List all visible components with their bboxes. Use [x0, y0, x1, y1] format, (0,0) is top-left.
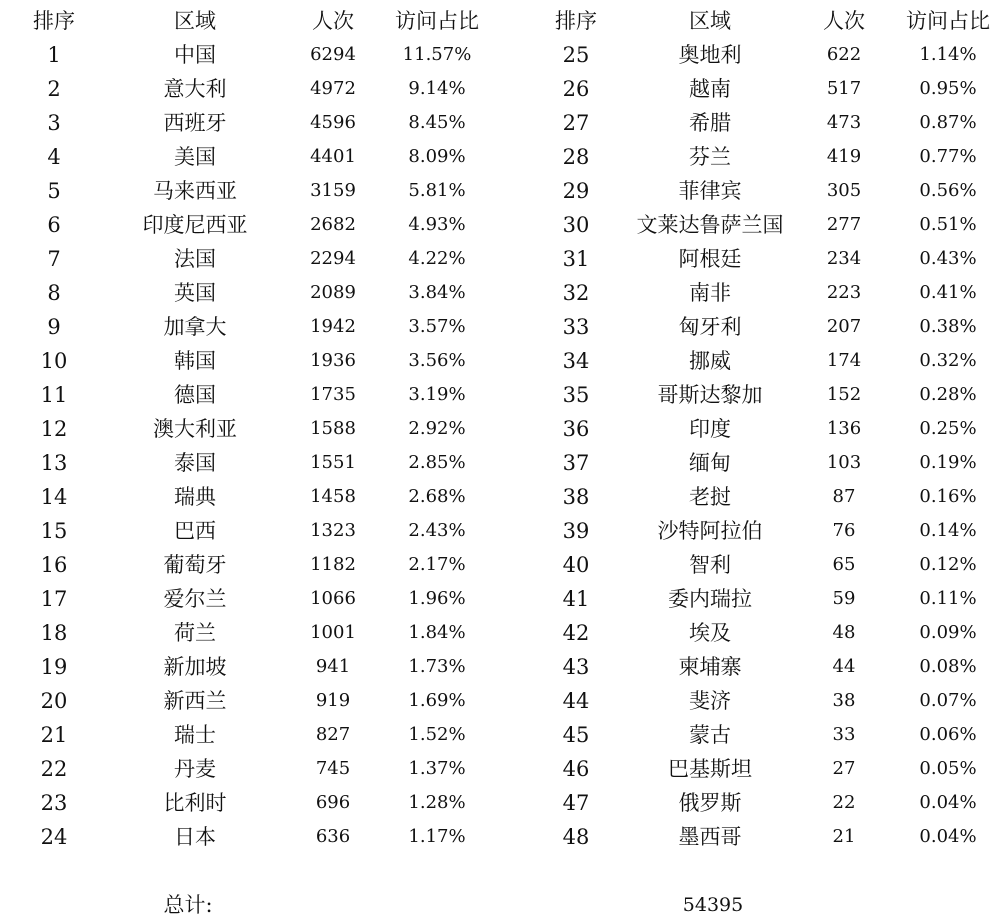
cell-rank: 8: [47, 281, 61, 305]
cell-share: 0.07%: [919, 690, 977, 711]
cell-rank: 48: [562, 825, 590, 849]
cell-share: 0.41%: [919, 282, 977, 303]
cell-rank: 43: [562, 655, 590, 679]
cell-share: 0.25%: [919, 418, 977, 439]
cell-region: 加拿大: [163, 315, 227, 339]
header-region-left: 区域: [174, 9, 216, 33]
cell-region: 澳大利亚: [153, 417, 237, 441]
cell-visits: 136: [826, 418, 862, 439]
cell-rank: 28: [562, 145, 590, 169]
cell-region: 柬埔寨: [678, 655, 742, 679]
cell-share: 2.68%: [408, 486, 466, 507]
cell-share: 0.32%: [919, 350, 977, 371]
cell-rank: 38: [562, 485, 590, 509]
cell-region: 阿根廷: [678, 247, 742, 271]
cell-region: 埃及: [689, 621, 731, 645]
cell-rank: 47: [562, 791, 590, 815]
cell-rank: 16: [40, 553, 68, 577]
cell-share: 2.43%: [408, 520, 466, 541]
cell-region: 日本: [174, 825, 216, 849]
cell-visits: 103: [826, 452, 862, 473]
cell-visits: 517: [826, 78, 862, 99]
cell-rank: 32: [562, 281, 590, 305]
cell-region: 新西兰: [163, 689, 227, 713]
cell-visits: 827: [315, 724, 351, 745]
cell-share: 0.04%: [919, 826, 977, 847]
cell-visits: 22: [832, 792, 856, 813]
cell-visits: 1735: [310, 384, 356, 405]
cell-region: 蒙古: [689, 723, 731, 747]
cell-visits: 76: [832, 520, 856, 541]
cell-rank: 37: [562, 451, 590, 475]
cell-rank: 7: [47, 247, 61, 271]
cell-visits: 6294: [310, 44, 356, 65]
cell-rank: 11: [40, 383, 68, 407]
cell-visits: 174: [826, 350, 862, 371]
cell-visits: 305: [826, 180, 862, 201]
cell-visits: 1323: [310, 520, 356, 541]
cell-region: 南非: [689, 281, 731, 305]
cell-rank: 15: [40, 519, 68, 543]
cell-rank: 36: [562, 417, 590, 441]
cell-region: 挪威: [689, 349, 731, 373]
cell-share: 5.81%: [408, 180, 466, 201]
cell-share: 1.73%: [408, 656, 466, 677]
cell-region: 巴西: [174, 519, 216, 543]
cell-visits: 2089: [310, 282, 356, 303]
cell-rank: 44: [562, 689, 590, 713]
cell-share: 1.14%: [919, 44, 977, 65]
cell-visits: 419: [826, 146, 862, 167]
cell-visits: 919: [315, 690, 351, 711]
cell-share: 1.28%: [408, 792, 466, 813]
cell-region: 韩国: [174, 349, 216, 373]
header-rank-right: 排序: [555, 9, 597, 33]
cell-rank: 5: [47, 179, 61, 203]
cell-share: 0.95%: [919, 78, 977, 99]
cell-share: 1.96%: [408, 588, 466, 609]
cell-rank: 6: [47, 213, 61, 237]
cell-region: 中国: [174, 43, 216, 67]
cell-visits: 1001: [310, 622, 356, 643]
cell-region: 越南: [689, 77, 731, 101]
cell-visits: 1588: [310, 418, 356, 439]
cell-region: 泰国: [174, 451, 216, 475]
cell-region: 哥斯达黎加: [657, 383, 763, 407]
cell-region: 西班牙: [163, 111, 227, 135]
cell-rank: 10: [40, 349, 68, 373]
cell-region: 老挝: [689, 485, 731, 509]
cell-share: 0.16%: [919, 486, 977, 507]
cell-share: 0.08%: [919, 656, 977, 677]
cell-rank: 41: [562, 587, 590, 611]
cell-visits: 1458: [310, 486, 356, 507]
cell-share: 3.57%: [408, 316, 466, 337]
cell-share: 3.56%: [408, 350, 466, 371]
header-share-left: 访问占比: [395, 9, 479, 33]
cell-rank: 14: [40, 485, 68, 509]
cell-region: 委内瑞拉: [668, 587, 752, 611]
cell-visits: 1942: [310, 316, 356, 337]
cell-region: 爱尔兰: [163, 587, 227, 611]
cell-region: 瑞典: [174, 485, 216, 509]
cell-share: 0.87%: [919, 112, 977, 133]
cell-rank: 25: [562, 43, 590, 67]
cell-rank: 2: [47, 77, 61, 101]
cell-share: 1.84%: [408, 622, 466, 643]
cell-share: 0.38%: [919, 316, 977, 337]
cell-rank: 4: [47, 145, 61, 169]
cell-rank: 13: [40, 451, 68, 475]
cell-visits: 636: [315, 826, 351, 847]
cell-share: 1.69%: [408, 690, 466, 711]
cell-share: 8.45%: [408, 112, 466, 133]
cell-visits: 87: [832, 486, 856, 507]
cell-share: 0.06%: [919, 724, 977, 745]
cell-region: 菲律宾: [678, 179, 742, 203]
cell-region: 墨西哥: [678, 825, 742, 849]
cell-region: 奥地利: [678, 43, 742, 67]
cell-share: 1.37%: [408, 758, 466, 779]
cell-rank: 45: [562, 723, 590, 747]
cell-visits: 1182: [310, 554, 356, 575]
cell-region: 比利时: [163, 791, 227, 815]
cell-visits: 207: [826, 316, 862, 337]
cell-rank: 33: [562, 315, 590, 339]
cell-share: 0.05%: [919, 758, 977, 779]
cell-region: 沙特阿拉伯: [657, 519, 763, 543]
cell-visits: 3159: [310, 180, 356, 201]
cell-visits: 4972: [310, 78, 356, 99]
cell-share: 0.43%: [919, 248, 977, 269]
cell-visits: 234: [826, 248, 862, 269]
cell-share: 4.22%: [408, 248, 466, 269]
cell-region: 德国: [174, 383, 216, 407]
cell-rank: 40: [562, 553, 590, 577]
cell-rank: 42: [562, 621, 590, 645]
cell-visits: 1936: [310, 350, 356, 371]
cell-rank: 27: [562, 111, 590, 135]
cell-region: 俄罗斯: [678, 791, 742, 815]
cell-share: 1.52%: [408, 724, 466, 745]
cell-region: 英国: [174, 281, 216, 305]
cell-region: 荷兰: [174, 621, 216, 645]
cell-share: 0.56%: [919, 180, 977, 201]
cell-rank: 21: [40, 723, 68, 747]
cell-rank: 19: [40, 655, 68, 679]
cell-share: 0.12%: [919, 554, 977, 575]
cell-visits: 59: [832, 588, 856, 609]
cell-visits: 65: [832, 554, 856, 575]
cell-rank: 22: [40, 757, 68, 781]
cell-region: 美国: [174, 145, 216, 169]
cell-region: 马来西亚: [153, 179, 237, 203]
cell-share: 0.77%: [919, 146, 977, 167]
cell-visits: 4401: [310, 146, 356, 167]
cell-visits: 223: [826, 282, 862, 303]
cell-rank: 29: [562, 179, 590, 203]
cell-visits: 2682: [310, 214, 356, 235]
cell-rank: 3: [47, 111, 61, 135]
cell-region: 意大利: [163, 77, 227, 101]
cell-share: 0.28%: [919, 384, 977, 405]
cell-visits: 4596: [310, 112, 356, 133]
cell-region: 丹麦: [174, 757, 216, 781]
cell-rank: 34: [562, 349, 590, 373]
cell-visits: 1066: [310, 588, 356, 609]
cell-rank: 35: [562, 383, 590, 407]
cell-share: 0.14%: [919, 520, 977, 541]
cell-region: 芬兰: [689, 145, 731, 169]
cell-share: 1.17%: [408, 826, 466, 847]
cell-region: 法国: [174, 247, 216, 271]
cell-rank: 30: [562, 213, 590, 237]
cell-share: 4.93%: [408, 214, 466, 235]
total-value: 54395: [682, 894, 744, 916]
cell-rank: 9: [47, 315, 61, 339]
cell-rank: 23: [40, 791, 68, 815]
header-rank-left: 排序: [33, 9, 75, 33]
cell-share: 3.19%: [408, 384, 466, 405]
cell-visits: 1551: [310, 452, 356, 473]
cell-region: 缅甸: [689, 451, 731, 475]
cell-visits: 473: [826, 112, 862, 133]
cell-region: 文莱达鲁萨兰国: [636, 213, 784, 237]
cell-visits: 2294: [310, 248, 356, 269]
cell-rank: 12: [40, 417, 68, 441]
cell-share: 2.85%: [408, 452, 466, 473]
cell-share: 9.14%: [408, 78, 466, 99]
total-label: 总计:: [163, 893, 213, 917]
cell-visits: 152: [826, 384, 862, 405]
cell-region: 印度尼西亚: [142, 213, 248, 237]
header-visits-left: 人次: [312, 9, 354, 33]
cell-share: 11.57%: [402, 44, 472, 65]
cell-visits: 21: [832, 826, 856, 847]
cell-rank: 17: [40, 587, 68, 611]
cell-share: 3.84%: [408, 282, 466, 303]
cell-region: 巴基斯坦: [668, 757, 752, 781]
cell-visits: 277: [826, 214, 862, 235]
cell-region: 新加坡: [163, 655, 227, 679]
cell-rank: 24: [40, 825, 68, 849]
header-visits-right: 人次: [823, 9, 865, 33]
cell-rank: 26: [562, 77, 590, 101]
cell-share: 0.51%: [919, 214, 977, 235]
cell-region: 匈牙利: [678, 315, 742, 339]
cell-visits: 745: [315, 758, 351, 779]
cell-rank: 1: [47, 43, 61, 67]
cell-region: 希腊: [689, 111, 731, 135]
cell-rank: 39: [562, 519, 590, 543]
cell-visits: 33: [832, 724, 856, 745]
cell-region: 葡萄牙: [163, 553, 227, 577]
cell-visits: 696: [315, 792, 351, 813]
cell-rank: 31: [562, 247, 590, 271]
cell-region: 智利: [689, 553, 731, 577]
cell-rank: 18: [40, 621, 68, 645]
cell-region: 斐济: [689, 689, 731, 713]
cell-rank: 46: [562, 757, 590, 781]
cell-visits: 27: [832, 758, 856, 779]
cell-visits: 48: [832, 622, 856, 643]
cell-share: 0.11%: [919, 588, 977, 609]
cell-share: 8.09%: [408, 146, 466, 167]
cell-visits: 38: [832, 690, 856, 711]
cell-rank: 20: [40, 689, 68, 713]
cell-visits: 44: [832, 656, 856, 677]
cell-region: 印度: [689, 417, 731, 441]
cell-share: 0.19%: [919, 452, 977, 473]
cell-visits: 941: [315, 656, 351, 677]
cell-share: 2.92%: [408, 418, 466, 439]
cell-share: 2.17%: [408, 554, 466, 575]
cell-visits: 622: [826, 44, 862, 65]
header-region-right: 区域: [689, 9, 731, 33]
cell-share: 0.04%: [919, 792, 977, 813]
header-share-right: 访问占比: [906, 9, 990, 33]
cell-share: 0.09%: [919, 622, 977, 643]
cell-region: 瑞士: [174, 723, 216, 747]
